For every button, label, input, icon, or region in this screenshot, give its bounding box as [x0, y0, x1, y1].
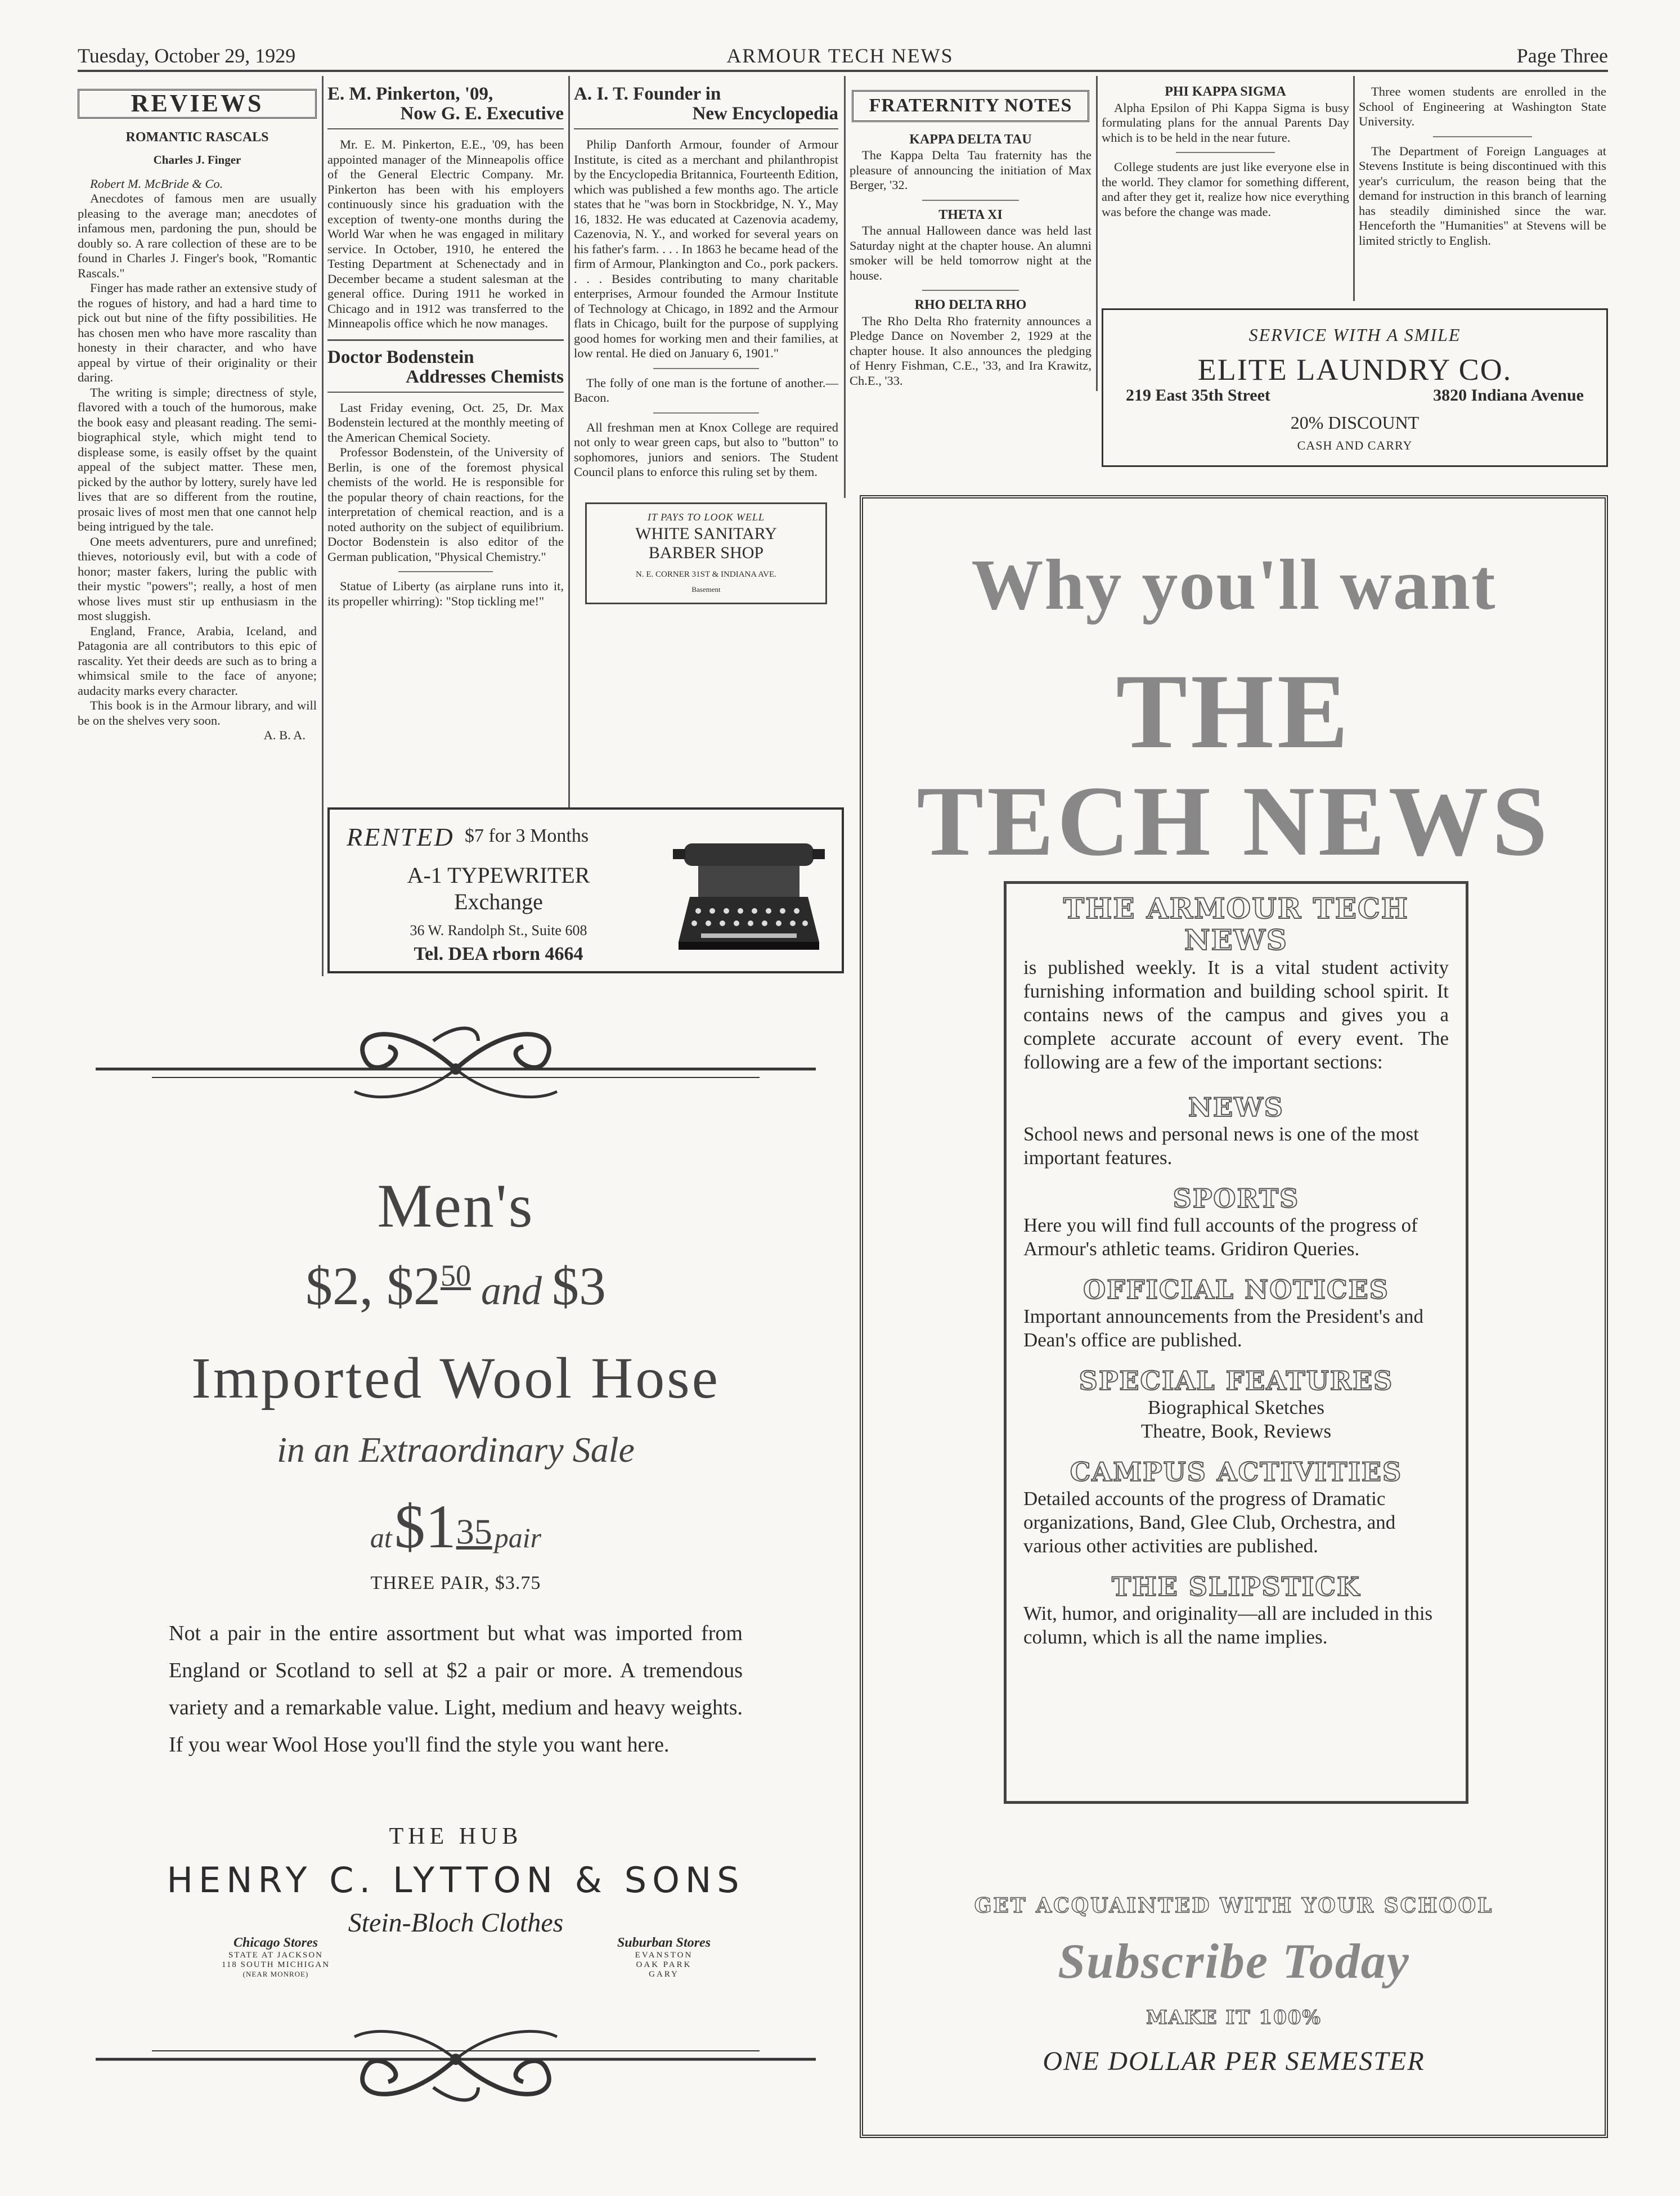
college-note: College students are just like everyone else in the world. They clamor for something different, and after they get it, realize how nice everything was before the change was made.: [1102, 160, 1349, 219]
chicago-line: STATE AT JACKSON: [228, 1951, 324, 1960]
typewriter-phone: Tel. DEA rborn 4664: [414, 944, 583, 964]
make-it-line: MAKE IT 100%: [1146, 2006, 1322, 2029]
laundry-address-2: 3820 Indiana Avenue: [1433, 386, 1584, 405]
chicago-stores: [169, 1935, 383, 1979]
column-rule: [844, 76, 846, 498]
pinkerton-headline: E. M. Pinkerton, '09,: [327, 84, 493, 104]
suburban-heading: Suburban Stores: [617, 1935, 711, 1950]
kdt-heading: KAPPA DELTA TAU: [909, 132, 1032, 147]
section-activities-heading: CAMPUS ACTIVITIES: [1070, 1457, 1403, 1487]
review-paragraph: Anecdotes of famous men are usually pleasing to the average man; anecdotes of infamous men, pardoning the pun, should be doubly so. A rare collection of these are to be found in Charles J. Finger's book, "Romantic Rascals.": [78, 191, 317, 280]
laundry-terms: CASH AND CARRY: [1297, 438, 1413, 452]
sale-dollars: $1: [394, 1492, 456, 1561]
bodenstein-paragraph: Professor Bodenstein, of the University of Berlin, is one of the foremost physical chemists of the world. He is responsible for the popular theory of chain reactions, for the interpretation of chemical reaction, and is a noted authority on the subject of equilibrium. Doctor Bodenstein is also editor of the German publication, "Physical Chemistry.": [327, 445, 564, 564]
laundry-discount: 20% DISCOUNT: [1290, 412, 1420, 433]
pinkerton-headline-deck: Now G. E. Executive: [400, 104, 564, 124]
barber-tagline: IT PAYS TO LOOK WELL: [647, 511, 765, 523]
ornament-top-icon: [84, 1007, 827, 1114]
the-headline: THE: [1116, 653, 1352, 771]
fraternity-column: [850, 84, 1091, 388]
suburban-line: EVANSTON: [635, 1951, 693, 1960]
the-hub: THE HUB: [389, 1824, 523, 1849]
reviews-column: [78, 84, 317, 743]
laundry-address-1: 219 East 35th Street: [1126, 386, 1270, 405]
why-headline: Why you'll want: [971, 545, 1497, 625]
laundry-name: ELITE LAUNDRY CO.: [1197, 353, 1512, 387]
stevens-note: The Department of Foreign Languages at Stevens Institute is being discontinued with this year's curriculum, the reason being that the demand for instruction in this branch of learning has steadily diminished since the war. Henceforth the "Humanities" at Stevens will be limited strictly to English.: [1359, 143, 1606, 248]
suburban-line: OAK PARK: [636, 1960, 692, 1969]
column-rule: [1353, 76, 1355, 301]
review-title: ROMANTIC RASCALS: [125, 129, 269, 145]
subscribe-headline: Subscribe Today: [1058, 1934, 1410, 1989]
barber-address: N. E. CORNER 31ST & INDIANA AVE.: [636, 570, 776, 579]
page-number: Page Three: [1516, 44, 1608, 67]
tech-news-ad: [860, 495, 1608, 2138]
section-slipstick-heading: THE SLIPSTICK: [1112, 1571, 1360, 1602]
acquaint-line: GET ACQUAINTED WITH YOUR SCHOOL: [974, 1894, 1494, 1917]
bodenstein-paragraph: Last Friday evening, Oct. 25, Dr. Max Bodenstein lectured at the monthly meeting of the American Chemical Society.: [327, 400, 564, 444]
box-title-2: NEWS: [1184, 923, 1288, 956]
founder-article: Philip Danforth Armour, founder of Armour Institute, is cited as a merchant and philanthropist by the Encyclopedia Britannica, Fourteenth Edition, which was published a few months ago. The article states that he "was born in Stockbridge, N. Y., May 16, 1832. He was educated at Cazenovia academy, Cazenovia, N. Y., and worked for several years on his father's farm. . . . In 1863 he became head of the firm of Armour, Plankington and Co., pork packers. . . . Besides contributing to many charitable enterprises, Armour founded the Armour Institute of Technology at Chicago, in 1892 and the Armour flats in Chicago, built for the purpose of supplying good homes for working men and their families, at low rental. He died on January 6, 1901.": [574, 137, 838, 360]
rdr-heading: RHO DELTA RHO: [914, 298, 1027, 312]
bodenstein-headline-deck: Addresses Chemists: [406, 366, 564, 387]
suburban-line: GARY: [649, 1970, 679, 1979]
section-features-heading: SPECIAL FEATURES: [1079, 1366, 1394, 1396]
box-title: THE ARMOUR TECH: [1063, 892, 1409, 925]
hose-sale-price: [84, 1491, 827, 1562]
barber-name-2: BARBER SHOP: [648, 544, 764, 562]
typewriter-ad: [327, 807, 844, 973]
price-cents: 50: [441, 1259, 471, 1292]
price-and: and: [471, 1268, 552, 1313]
review-signature: A. B. A.: [263, 728, 306, 742]
bacon-quote: The folly of one man is the fortune of another.—Bacon.: [574, 375, 838, 405]
newspaper-name: ARMOUR TECH NEWS: [726, 44, 954, 67]
column-rule: [322, 76, 324, 976]
review-publisher: Robert M. McBride & Co.: [90, 176, 223, 191]
stevens-column: [1359, 84, 1606, 248]
typewriter-icon: [667, 821, 830, 962]
barber-name: WHITE SANITARY: [635, 524, 777, 543]
theta-note: The annual Halloween dance was held last Saturday night at the chapter house. An alumni smoker will be held tomorrow night at the house.: [850, 223, 1091, 282]
hose-three-pair: THREE PAIR, $3.75: [370, 1573, 541, 1593]
ornament-bottom-icon: [84, 2014, 827, 2121]
rental-price: $7 for 3 Months: [465, 825, 589, 846]
section-news-body: School news and personal news is one of the most important features.: [1023, 1123, 1419, 1169]
filler-joke: Statue of Liberty (as airplane runs into it, its propeller whirring): "Stop tickling me!": [327, 579, 564, 608]
review-paragraph: The writing is simple; directness of style, flavored with a touch of the humorous, make the book easy and pleasant reading. The semi-biographical style, which might tend to displease some, is easily offset by the quaint appeal of the subject matter. These men, picked by the author by lottery, surely have led lives that are so different from the routine, prosaic lives of most men that one cannot help being intrigued by the tale.: [78, 385, 317, 533]
review-author: Charles J. Finger: [153, 153, 241, 167]
section-activities-body: Detailed accounts of the progress of Dramatic organizations, Band, Glee Club, Orchestra, and various other activities are published.: [1023, 1488, 1396, 1557]
knox-note: All freshman men at Knox College are required not only to wear green caps, but also to "button" to sophomores, juniors and seniors. The Student Council plans to enforce this ruling set by them.: [574, 420, 838, 479]
section-news-heading: NEWS: [1188, 1092, 1284, 1122]
hose-headline: Men's: [377, 1171, 534, 1240]
review-paragraph: This book is in the Armour library, and will be on the shelves very soon.: [78, 698, 317, 727]
suburban-stores: [574, 1935, 754, 1979]
hose-prices: [84, 1255, 827, 1317]
section-sports-heading: SPORTS: [1173, 1183, 1300, 1214]
typewriter-exchange-name-2: Exchange: [454, 889, 543, 914]
hose-sale-line: in an Extraordinary Sale: [277, 1430, 635, 1470]
box-intro: is published weekly. It is a vital student activity furnishing information and building school spirit. It contains news of the campus and gives you a complete accurate account of every event. The following are a few of the important sections:: [1023, 956, 1449, 1073]
review-paragraph: Finger has made rather an extensive study of the rogues of history, and had a hard time to pick out but nine of the fifty possibilities. He has chosen men who have more rascality than honesty in their character, and who have appeal by virtue of their originality or their daring.: [78, 281, 317, 384]
barber-note: Basement: [691, 585, 721, 594]
chicago-line: (NEAR MONROE): [242, 1970, 309, 1978]
pks-column: [1102, 84, 1349, 219]
section-slipstick-body: Wit, humor, and originality—all are included in this column, which is all the name implies.: [1023, 1602, 1433, 1648]
rdr-note: The Rho Delta Rho fraternity announces a Pledge Dance on November 2, 1929 at the chapter house. It also announces the pledging of Henry Fishman, C.E., '33, and Ira Krawitz, Ch.E., '33.: [850, 313, 1091, 388]
section-sports-body: Here you will find full accounts of the progress of Armour's athletic teams. Gridiron Queries.: [1023, 1214, 1418, 1260]
pks-note: Alpha Epsilon of Phi Kappa Sigma is busy formulating plans for the annual Parents Day which is to be held in the near future.: [1102, 100, 1349, 145]
pinkerton-article: Mr. E. M. Pinkerton, E.E., '09, has been appointed manager of the Minneapolis office of the General Electric Company. Mr. Pinkerton has been with his employers continuously since his graduation with the exception of twenty-one months during the World War when he was engaged in military service. In October, 1910, he entered the Testing Department at Schenectady and in December became a student salesman at the general office. During 1911 he worked in Chicago and in 1912 was transferred to the Minneapolis office which he now manages.: [327, 137, 564, 330]
chicago-line: 118 SOUTH MICHIGAN: [221, 1960, 330, 1969]
sale-pair: pair: [494, 1522, 542, 1553]
pinkerton-column: [327, 84, 564, 609]
laundry-ad: [1102, 308, 1608, 467]
hose-description: Not a pair in the entire assortment but what was imported from England or Scotland to sell at $2 a pair or more. A tremendous variety and a remarkable value. Light, medium and heavy weights. If you wear Wool Hose you'll find the style you want here.: [169, 1622, 743, 1757]
sale-at: at: [370, 1522, 392, 1553]
column-rule: [1096, 76, 1098, 391]
hose-product: Imported Wool Hose: [191, 1346, 720, 1411]
review-paragraph: England, France, Arabia, Iceland, and Patagonia are all contributors to this epic of rascality. Yet their deeds are such as to bring a whimsical smile to the face of anyone; audacity marks every character.: [78, 623, 317, 698]
price-two: $2, $2: [306, 1256, 441, 1316]
column-rule: [568, 76, 570, 807]
section-notices-body: Important announcements from the President's and Dean's office are published.: [1023, 1305, 1423, 1351]
fraternity-heading: FRATERNITY NOTES: [852, 90, 1089, 122]
founder-headline-deck: New Encyclopedia: [692, 104, 838, 124]
section-features-body-2: Theatre, Book, Reviews: [1140, 1420, 1332, 1442]
subscription-price: ONE DOLLAR PER SEMESTER: [1043, 2046, 1425, 2076]
sale-cents: 35: [456, 1511, 492, 1552]
section-features-body: Biographical Sketches: [1148, 1396, 1324, 1418]
tech-news-info-box: [1004, 881, 1468, 1804]
pks-heading: PHI KAPPA SIGMA: [1165, 84, 1286, 99]
founder-headline: A. I. T. Founder in: [574, 84, 721, 104]
section-notices-heading: OFFICIAL NOTICES: [1083, 1274, 1389, 1305]
rented-label: RENTED: [347, 823, 455, 851]
washington-state-note: Three women students are enrolled in the School of Engineering at Washington State University.: [1359, 84, 1606, 128]
store-name: HENRY C. LYTTON & SONS: [167, 1860, 745, 1901]
typewriter-exchange-name: A-1 TYPEWRITER: [407, 863, 590, 888]
tech-news-headline: TECH NEWS: [917, 765, 1551, 877]
kdt-note: The Kappa Delta Tau fraternity has the pleasure of announcing the initiation of Max Berger, '32.: [850, 148, 1091, 192]
bodenstein-headline: Doctor Bodenstein: [327, 347, 474, 367]
stein-bloch-logo: Stein-Bloch Clothes: [348, 1908, 564, 1938]
typewriter-address: 36 W. Randolph St., Suite 608: [410, 922, 587, 938]
founder-column: [574, 84, 838, 604]
price-three: $3: [552, 1256, 606, 1316]
theta-heading: THETA XI: [938, 207, 1003, 222]
reviews-heading: REVIEWS: [78, 89, 317, 119]
masthead-rule: [78, 70, 1608, 72]
issue-date: Tuesday, October 29, 1929: [78, 44, 296, 67]
laundry-tagline: SERVICE WITH A SMILE: [1248, 325, 1461, 345]
barber-shop-ad: [585, 502, 827, 605]
chicago-heading: Chicago Stores: [233, 1935, 318, 1950]
review-paragraph: One meets adventurers, pure and unrefined; thieves, notoriously evil, but with a code of honor; master fakers, luring the public with their mystic "powers"; really, a host of men whose lives must stir up enthusiasm in the most sluggish.: [78, 534, 317, 623]
